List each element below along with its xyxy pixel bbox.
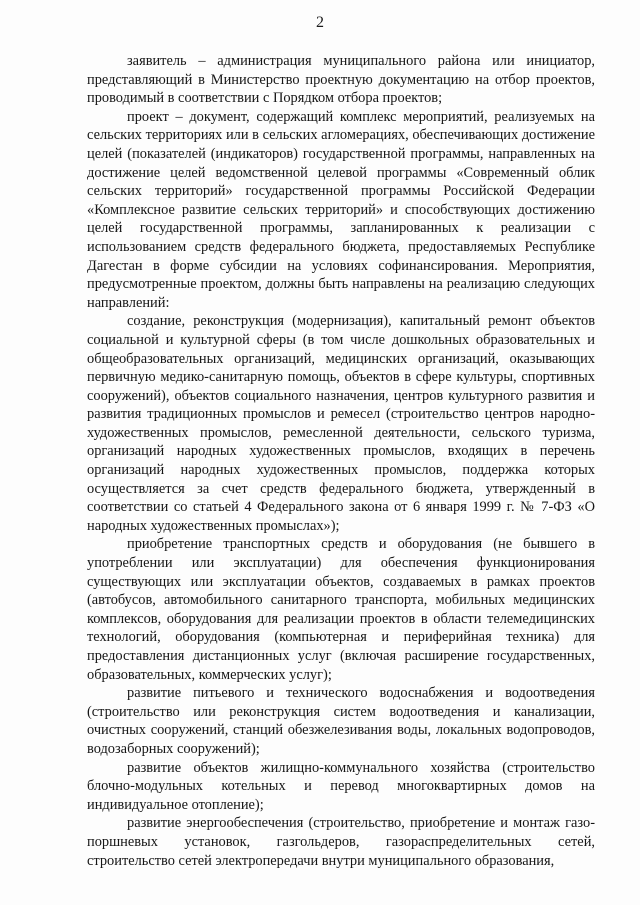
paragraph-transport-equipment: приобретение транспортных средств и оборудования (не бывшего в употреблении или эксплуатации) для обеспечения функционирования существующих или эксплуатации объектов, создаваемых в рамках проектов (автобусов, автомобильного санитарного транспорта, мобильных медицинских комплексов, оборудования для реализации проектов в области телемедицинских технологий, оборудования (компьютерная и периферийная техника) для предоставления дистанционных услуг (включая расширение государственных, образовательных, коммерческих услуг); <box>87 536 595 683</box>
paragraph-energy-supply: развитие энергообеспечения (строительство, приобретение и монтаж газо-поршневых установок, газгольдеров, газораспределительных сетей, строительство сетей электропередачи внутри муниципального образования, <box>87 815 595 869</box>
page-number: 2 <box>316 14 324 31</box>
paragraph-applicant-definition: заявитель – администрация муниципального района или инициатор, представляющий в Министерство проектную документацию на отбор проектов, проводимый в соответствии с Порядком отбора проектов; <box>87 53 595 107</box>
paragraph-housing-utilities: развитие объектов жилищно-коммунального хозяйства (строительство блочно-модульных котельных и перевод многоквартирных домов на индивидуальное отопление); <box>87 759 595 813</box>
paragraph-water-supply: развитие питьевого и технического водоснабжения и водоотведения (строительство или реконструкция систем водоотведения и канализации, очистных сооружений, станций обезжелезивания воды, локальных водопроводов, водозаборных сооружений); <box>87 685 595 757</box>
paragraph-project-definition: проект – документ, содержащий комплекс мероприятий, реализуемых на сельских территориях или в сельских агломерациях, обеспечивающих достижение целей (показателей (индикаторов) государственной программы, направленных на достижение целей ведомственной целевой программы «Современный облик сельских территорий» государственной программы Российской Федерации «Комплексное развитие сельских территорий» и способствующих достижению целей государственной программы, запланированных к реализации с использованием средств федерального бюджета, предоставляемых Республике Дагестан в форме субсидии на условиях софинансирования. Мероприятия, предусмотренные проектом, должны быть направлены на реализацию следующих направлений: <box>87 108 595 311</box>
document-body <box>87 52 595 870</box>
paragraph-social-objects: создание, реконструкция (модернизация), капитальный ремонт объектов социальной и культурной сферы (в том числе дошкольных образовательных и общеобразовательных организаций, медицинских организаций, оказывающих первичную медико-санитарную помощь, объектов в сфере культуры, спортивных сооружений), объектов социального назначения, центров культурного развития и развития традиционных промыслов и ремесел (строительство центров народно-художественных промыслов, ремесленной деятельности, сельского туризма, организаций народных художественных промыслов, входящих в перечень организаций народных художественных промыслов, поддержка которых осуществляется за счет средств федерального бюджета, утвержденный в соответствии со статьей 4 Федерального закона от 6 января 1999 г. № 7-ФЗ «О народных художественных промыслах»); <box>87 313 595 534</box>
